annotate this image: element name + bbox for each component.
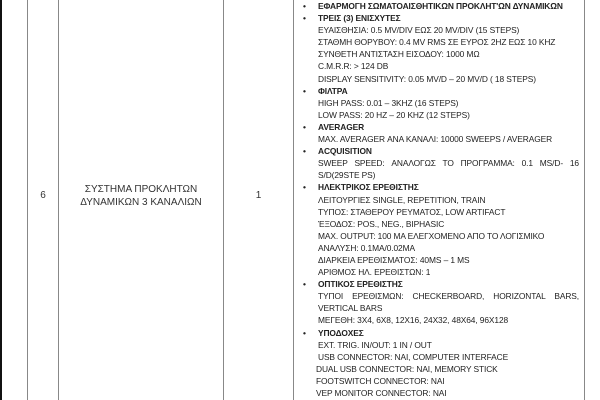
spec-heading: • ΦΙΛΤΡΑ: [303, 85, 579, 97]
spec-line: LOW PASS: 20 HZ – 20 KHZ (12 STEPS): [318, 109, 470, 120]
spec-line: EXT. TRIG. IN/OUT: 1 IN / OUT: [318, 339, 432, 350]
spec-heading: • ΤΡΕΙΣ (3) ΕΝΙΣΧΥΤΕΣ: [303, 12, 579, 24]
table-border: [293, 0, 294, 400]
spec-line: ΛΕΙΤΟΥΡΓΙΕΣ SINGLE, REPETITION, TRAIN: [318, 194, 486, 205]
spec-line: C.M.R.R: > 124 DB: [318, 61, 389, 72]
spec-line: ΣΥΝΘΕΤΗ ΑΝΤΙΣΤΑΣΗ ΕΙΣΟΔΟΥ: 1000 ΜΩ: [318, 49, 480, 60]
spec-heading: • ΕΦΑΡΜΟΓΗ ΣΩΜΑΤΟΑΙΣΘΗΤΙΚΩΝ ΠΡΟΚΛΗΤ'ΩΝ ΔΥΝΑΜΙΚΩΝ: [303, 0, 579, 12]
spec-line: VEP MONITOR CONNECTOR: NAI: [316, 388, 447, 398]
spec-line: ΤΥΠΟΙ ΕΡΕΘΙΣΜΩΝ: CHECKERBOARD, HORIZONTAL BARS,: [318, 291, 579, 302]
page-edge: [0, 0, 2, 400]
spec-line: DUAL USB CONNECTOR: NAI, MEMORY STICK: [316, 363, 498, 374]
item-name-line: ΣΥΣΤΗΜΑ ΠΡΟΚΛΗΤΩΝ: [84, 184, 198, 195]
spec-line: MAX. AVERAGER ΑΝΑ ΚΑΝΑΛΙ: 10000 SWEEPS / AVERAGER: [318, 134, 553, 145]
spec-heading: • ΥΠΟΔΟΧΕΣ: [303, 327, 579, 339]
item-name-line: ΔΥΝΑΜΙΚΩΝ 3 ΚΑΝΑΛΙΩΝ: [80, 197, 202, 208]
spec-line: FOOTSWITCH CONNECTOR: NAI: [316, 375, 445, 386]
spec-heading: • ACQUISITION: [303, 145, 579, 157]
spec-line: ΑΝΑΛΥΣΗ: 0.1MA/0.02MA: [318, 242, 415, 253]
spec-line: USB CONNECTOR: NAI, COMPUTER INTERFACE: [318, 351, 509, 362]
item-quantity: 1: [255, 190, 262, 201]
spec-line: VERTICAL BARS: [318, 303, 383, 314]
spec-line: ΑΡΙΘΜΟΣ ΗΛ. ΕΡΕΘΙΣΤΩΝ: 1: [318, 267, 431, 278]
specifications-list: [303, 0, 579, 399]
spec-line: ΈΞΟΔΟΣ: POS., NEG., BIPHASIC: [318, 218, 445, 229]
spec-heading: • AVERAGER: [303, 121, 579, 133]
spec-heading: • ΗΛΕΚΤΡΙΚΟΣ ΕΡΕΘΙΣΤΗΣ: [303, 181, 579, 193]
spec-line: ΤΥΠΟΣ: ΣΤΑΘΕΡΟΥ ΡΕΥΜΑΤΟΣ, LOW ARTIFACT: [318, 206, 506, 217]
spec-line: ΣΤΑΘΜΗ ΘΟΡΥΒΟΥ: 0.4 MV RMS ΣΕ ΕΥΡΟΣ 2HZ ΕΩΣ 10 KHZ: [318, 37, 556, 48]
spec-line: S/D(29STE PS): [318, 170, 376, 181]
spec-line: ΔΙΑΡΚΕΙΑ ΕΡΕΘΙΣΜΑΤΟΣ: 40MS – 1 MS: [318, 254, 470, 265]
spec-heading: • ΟΠΤΙΚΟΣ ΕΡΕΘΙΣΤΗΣ: [303, 278, 579, 290]
spec-line: ΜΕΓΕΘΗ: 3X4, 6X8, 12X16, 24X32, 48X64, 96X128: [318, 315, 509, 326]
spec-line: MAX. OUTPUT: 100 MA ΕΛΕΓΧΟΜΕΝΟ ΑΠΟ ΤΟ ΛΟΓΙΣΜΙΚΟ: [318, 230, 545, 241]
item-name: [59, 183, 223, 209]
spec-line: ΕΥΑΙΣΘΗΣΙΑ: 0.5 MV/DIV ΕΩΣ 20 MV/DIV (15 STEPS): [318, 25, 520, 36]
spec-line: DISPLAY SENSITIVITY: 0.05 MV/D – 20 MV/D ( 18 STEPS): [318, 73, 536, 84]
spec-line: HIGH PASS: 0.01 – 3KHZ (16 STEPS): [318, 97, 459, 108]
spec-line: SWEEP SPEED: ΑΝΑΛΟΓΩΣ ΤΟ ΠΡΟΓΡΑΜΜΑ: 0.1 MS/D- 16: [318, 158, 579, 169]
table-border: [584, 0, 585, 400]
row-number: 6: [40, 190, 46, 201]
